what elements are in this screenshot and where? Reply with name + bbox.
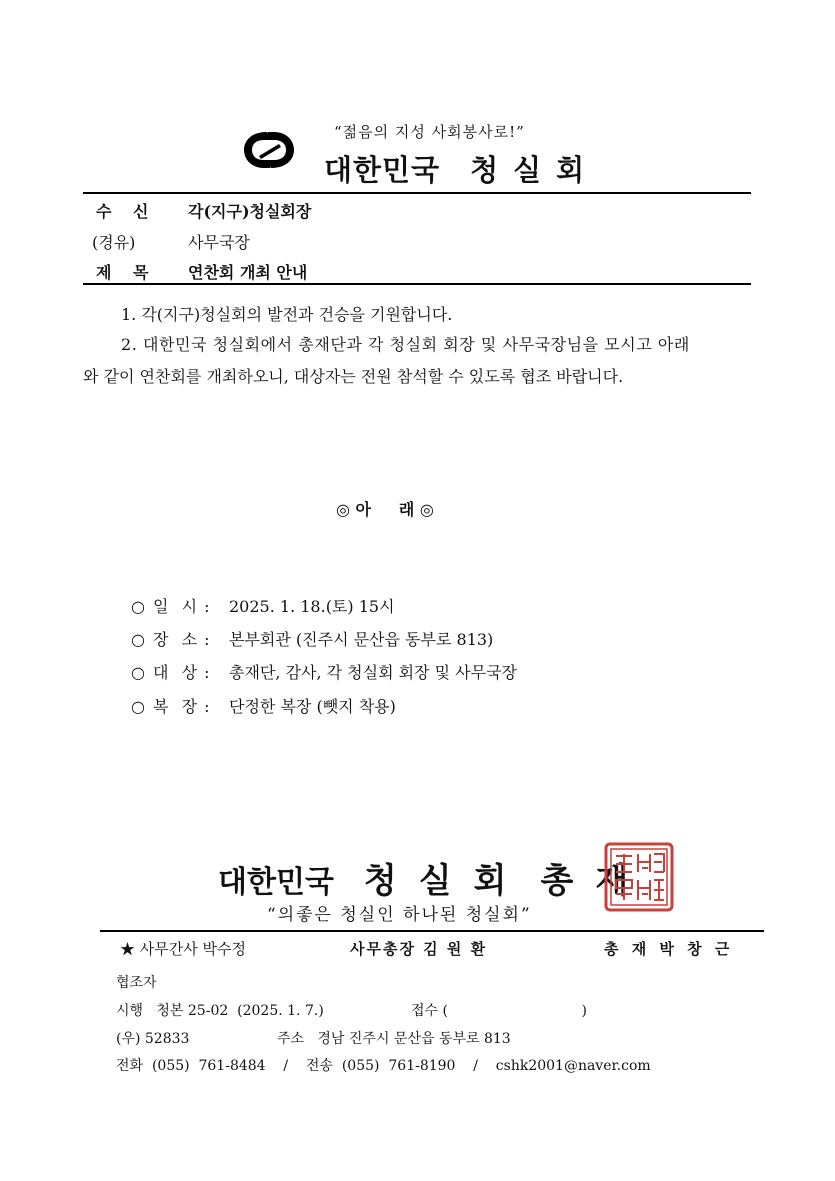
secretary-general: 사무총장 김 원 환: [350, 940, 488, 958]
footer-title-country: 대한민국: [218, 865, 334, 900]
org-title-char: 회: [556, 153, 586, 187]
via-value: 사무국장: [188, 233, 250, 252]
paragraph-2-line-2: 와 같이 연찬회를 개최하오니, 대상자는 전원 참석할 수 있도록 협조 바랍니다.: [83, 367, 624, 386]
footer-title-char: 총: [540, 861, 574, 901]
org-title-country: 대한민국: [324, 153, 441, 187]
slogan: “젊음의 지성 사회봉사로!”: [334, 123, 525, 141]
footer-title-char: 청: [363, 861, 397, 901]
item-value: 2025. 1. 18.(토) 15시: [229, 597, 395, 616]
header-bottom-rule: [83, 283, 751, 285]
footer-organization-title: [218, 853, 628, 902]
postal-code: (우) 52833: [116, 1031, 190, 1047]
footer-motto: “의좋은 청실인 하나된 청실회”: [267, 905, 532, 925]
item-label: 일 시 :: [153, 597, 211, 616]
footer-title-char: 실: [418, 861, 452, 901]
detail-item-audience: [131, 660, 517, 683]
via-label: (경유): [92, 233, 136, 252]
receipt-info: 접수 ( ): [411, 1003, 587, 1019]
footer-title-char: 회: [473, 861, 507, 901]
footer-title-char: 재: [595, 861, 629, 901]
detail-item-dress: [131, 694, 396, 717]
president-signature: 총 재 박 창 근: [604, 940, 734, 958]
bullet-icon: ○: [131, 663, 145, 682]
org-title-char: 실: [513, 153, 543, 187]
notice-heading: ◎ 아 래 ◎: [336, 500, 434, 519]
paragraph-1: 1. 각(지구)청실회의 발전과 건승을 기원합니다.: [121, 305, 453, 324]
official-seal-stamp: [604, 842, 674, 912]
org-title-char: 청: [470, 153, 500, 187]
item-value: 단정한 복장 (뺏지 착용): [229, 697, 396, 716]
detail-item-date: [131, 594, 395, 617]
staff-assistant: ★ 사무간사 박수정: [120, 940, 246, 958]
detail-item-place: [131, 627, 493, 650]
subject-label: 제 목: [96, 263, 157, 282]
item-label: 장 소 :: [153, 630, 211, 649]
subject-value: 연찬회 개최 안내: [188, 263, 308, 282]
organization-logo-icon: [240, 126, 298, 174]
contact-info: 전화 (055) 761-8484 / 전송 (055) 761-8190 / cshk2001@naver.com: [116, 1058, 651, 1074]
address: 주소 경남 진주시 문산읍 동부로 813: [277, 1031, 511, 1047]
item-value: 본부회관 (진주시 문산읍 동부로 813): [229, 630, 494, 649]
bullet-icon: ○: [131, 597, 145, 616]
header-top-rule: [83, 192, 751, 194]
item-value: 총재단, 감사, 각 청실회 회장 및 사무국장: [229, 663, 517, 682]
item-label: 복 장 :: [153, 697, 211, 716]
issue-info: 시행 청본 25-02 (2025. 1. 7.): [116, 1003, 324, 1019]
bullet-icon: ○: [131, 697, 145, 716]
recipient-value: 각(지구)청실회장: [188, 202, 312, 221]
organization-title: [324, 148, 585, 189]
recipient-label: 수 신: [96, 202, 157, 221]
paragraph-2-line-1: 2. 대한민국 청실회에서 총재단과 각 청실회 회장 및 사무국장님을 모시고 아래: [121, 335, 690, 354]
footer-rule: [100, 930, 764, 932]
item-label: 대 상 :: [153, 663, 211, 682]
cooperator-label: 협조자: [116, 975, 157, 991]
bullet-icon: ○: [131, 630, 145, 649]
